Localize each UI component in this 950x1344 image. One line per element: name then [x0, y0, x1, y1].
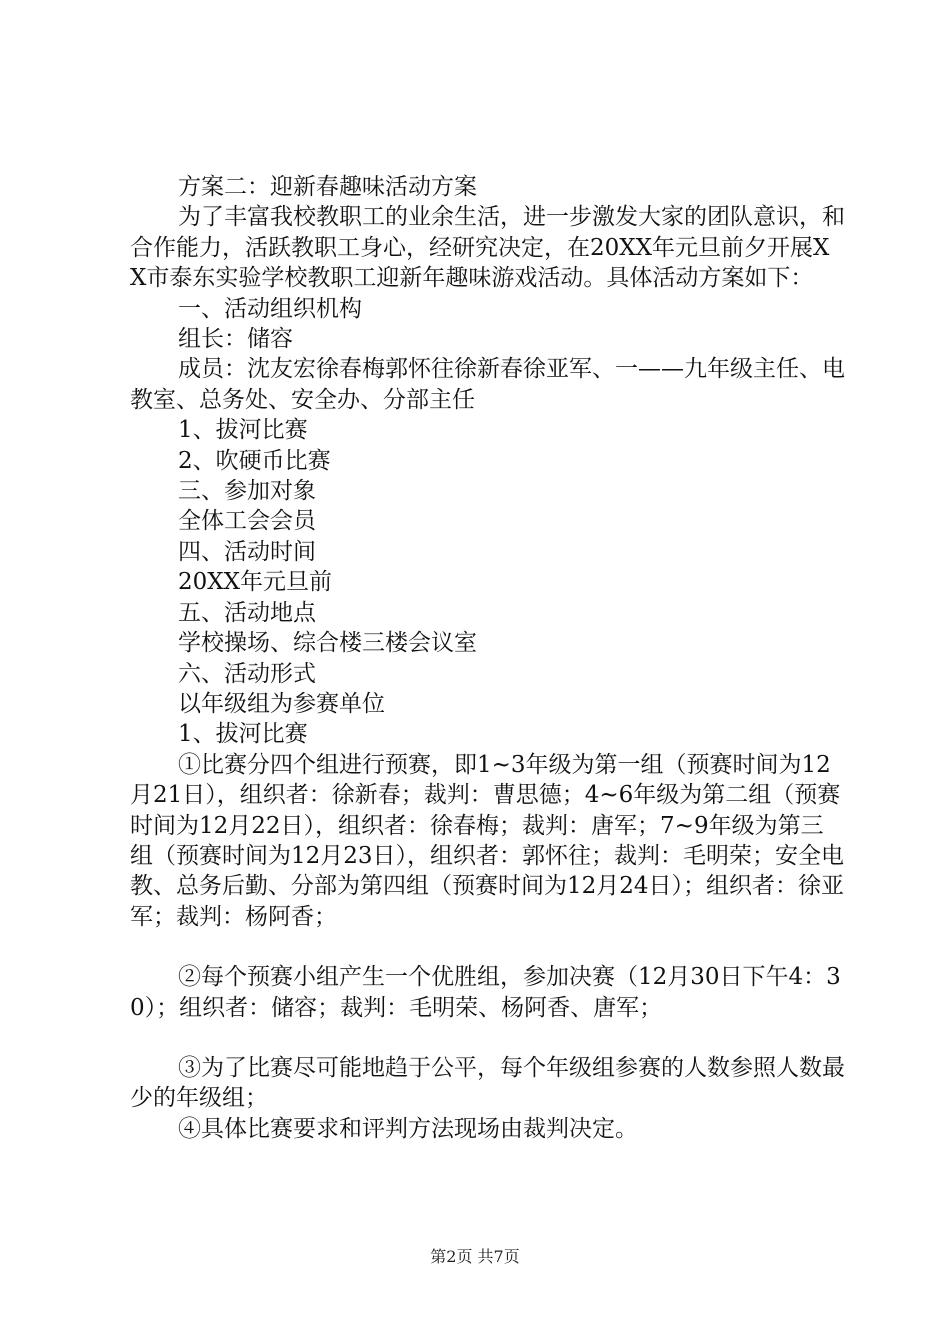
doc-subsection-tug-of-war: 1、拔河比赛: [178, 721, 308, 748]
doc-section-participants: 三、参加对象: [178, 478, 316, 505]
doc-rule-1: ①比赛分四个组进行预赛，即1~3年级为第一组（预赛时间为12月21日），组织者：徐新春；裁判：曹思德；4~6年级为第二组（预赛时间为12月22日），组织者：徐春梅；裁判：唐军；7~9年级为第三组（预赛时间为12月23日），组织者：郭怀往；裁判：毛明荣；安全电教、总务后勤、分部为第四组（预赛时间为12月24日）；组织者：徐亚军；裁判：杨阿香；: [130, 751, 845, 930]
doc-item-tug-of-war: 1、拔河比赛: [178, 417, 308, 444]
doc-paragraph-participants: 全体工会会员: [178, 508, 316, 535]
doc-section-location: 五、活动地点: [178, 599, 316, 626]
doc-paragraph-format: 以年级组为参赛单位: [178, 690, 385, 717]
doc-paragraph-intro: 为了丰富我校教职工的业余生活，进一步激发大家的团队意识，和合作能力，活跃教职工身心，经研究决定，在20XX年元旦前夕开展XX市泰东实验学校教职工迎新年趣味游戏活动。具体活动方案如下：: [130, 204, 845, 292]
page-number-footer: 第2页 共7页: [430, 1247, 520, 1266]
doc-paragraph-time: 20XX年元旦前: [178, 569, 333, 596]
doc-paragraph-members: 成员：沈友宏徐春梅郭怀往徐新春徐亚军、一——九年级主任、电教室、总务处、安全办、分部主任: [130, 356, 845, 413]
doc-item-blow-coin: 2、吹硬币比赛: [178, 447, 331, 474]
doc-section-time: 四、活动时间: [178, 538, 316, 565]
doc-rule-4: ④具体比赛要求和评判方法现场由裁判决定。: [178, 1115, 638, 1142]
doc-rule-2: ②每个预赛小组产生一个优胜组，参加决赛（12月30日下午4：30）；组织者：储容；裁判：毛明荣、杨阿香、唐军；: [130, 964, 841, 1021]
doc-blank-line: [130, 1023, 845, 1053]
doc-blank-line: [130, 932, 845, 962]
doc-rule-3: ③为了比赛尽可能地趋于公平，每个年级组参赛的人数参照人数最少的年级组；: [130, 1054, 845, 1112]
doc-paragraph-leader: 组长：储容: [178, 326, 293, 353]
doc-section-format: 六、活动形式: [178, 660, 316, 687]
document-body: [130, 172, 845, 1144]
doc-paragraph-location: 学校操场、综合楼三楼会议室: [178, 630, 477, 657]
doc-heading-plan-two: 方案二：迎新春趣味活动方案: [178, 174, 477, 200]
doc-section-organization: 一、活动组织机构: [178, 295, 362, 322]
